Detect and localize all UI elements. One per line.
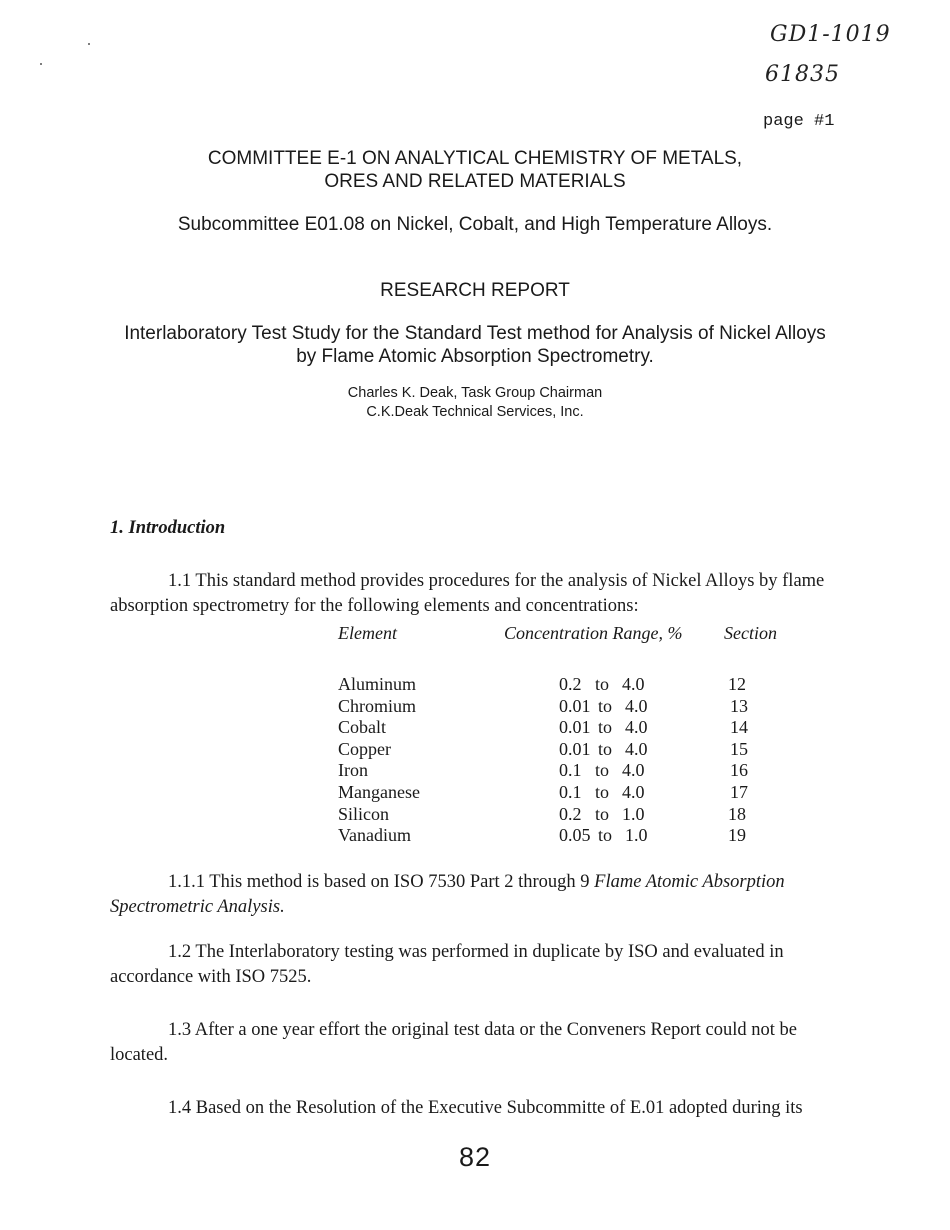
- element-cell: Manganese: [338, 781, 420, 802]
- range-high-cell: 4.0: [625, 738, 648, 759]
- section-cell: 14: [730, 717, 748, 738]
- table-row: [338, 804, 798, 826]
- handwritten-doc-code: GD1-1019: [770, 22, 891, 47]
- range-to: to: [595, 674, 610, 694]
- page-label: page #1: [763, 112, 835, 131]
- iso-publication-title: Flame Atomic Absorption Spectrometric Analysis.: [110, 872, 785, 917]
- section-cell: 18: [728, 803, 746, 824]
- section-heading: 1. Introduction: [110, 518, 226, 538]
- range-to: to: [598, 695, 613, 716]
- element-cell: Vanadium: [338, 825, 411, 846]
- title-line-1: Interlaboratory Test Study for the Standard Test method for Analysis of Nickel Alloys: [124, 323, 826, 344]
- range-to: to: [598, 717, 613, 738]
- range-high-cell: 1.0: [625, 825, 648, 846]
- handwritten-ref-number: 61835: [765, 62, 840, 87]
- element-cell: Aluminum: [338, 674, 417, 694]
- table-row: [338, 674, 798, 696]
- range-high-cell: 1.0: [622, 803, 645, 824]
- range-to: to: [595, 760, 610, 781]
- element-cell: Silicon: [338, 803, 390, 824]
- page-number: 82: [458, 1142, 492, 1172]
- column-header-element: Element: [338, 623, 397, 643]
- table-row: [338, 696, 798, 718]
- column-header-range: Concentration Range, %: [504, 623, 683, 643]
- element-cell: Iron: [338, 760, 368, 781]
- paragraph-1-1: 1.1 This standard method provides procedures for the analysis of Nickel Alloys by flame absorption spectrometry for the following elements and concentrations:: [110, 571, 825, 616]
- range-low-cell: 0.01: [559, 717, 591, 738]
- paragraph-1-3: 1.3 After a one year effort the original test data or the Conveners Report could not be located.: [110, 1020, 797, 1065]
- element-cell: Cobalt: [338, 717, 386, 738]
- table-row: [338, 739, 798, 761]
- section-cell: 13: [730, 695, 748, 716]
- range-low-cell: 0.05: [559, 825, 591, 846]
- paragraph-1-4: 1.4 Based on the Resolution of the Executive Subcommitte of E.01 adopted during its: [168, 1098, 803, 1118]
- scan-speck: [40, 63, 42, 65]
- report-type: RESEARCH REPORT: [380, 280, 570, 301]
- element-cell: Copper: [338, 738, 391, 759]
- author-line-2: C.K.Deak Technical Services, Inc.: [366, 404, 584, 420]
- range-low-cell: 0.1: [559, 760, 582, 781]
- column-header-section: Section: [724, 623, 777, 643]
- paragraph-1-1-1-text: 1.1.1 This method is based on ISO 7530 Part 2 through 9: [168, 872, 595, 892]
- range-high-cell: 4.0: [622, 674, 645, 694]
- range-high-cell: 4.0: [625, 717, 648, 738]
- committee-line-1: COMMITTEE E-1 ON ANALYTICAL CHEMISTRY OF METALS,: [207, 148, 743, 169]
- author-line-1: Charles K. Deak, Task Group Chairman: [347, 385, 603, 401]
- range-to: to: [598, 738, 613, 759]
- table-row: [338, 825, 798, 847]
- section-cell: 12: [728, 674, 746, 694]
- section-cell: 16: [730, 760, 748, 781]
- range-to: to: [598, 825, 613, 846]
- range-low-cell: 0.2: [559, 803, 582, 824]
- range-to: to: [595, 781, 610, 802]
- paragraph-1-2: 1.2 The Interlaboratory testing was performed in duplicate by ISO and evaluated in accordance with ISO 7525.: [110, 942, 784, 987]
- subcommittee-line: Subcommittee E01.08 on Nickel, Cobalt, and High Temperature Alloys.: [177, 214, 773, 235]
- scan-speck: [88, 43, 90, 45]
- range-high-cell: 4.0: [622, 760, 645, 781]
- range-high-cell: 4.0: [622, 781, 645, 802]
- range-low-cell: 0.1: [559, 781, 582, 802]
- table-row: [338, 782, 798, 804]
- range-high-cell: 4.0: [625, 695, 648, 716]
- section-cell: 15: [730, 738, 748, 759]
- section-cell: 19: [728, 825, 746, 846]
- table-row: [338, 760, 798, 782]
- range-low-cell: 0.01: [559, 695, 591, 716]
- element-cell: Chromium: [338, 695, 417, 716]
- range-to: to: [595, 803, 610, 824]
- table-row: [338, 717, 798, 739]
- section-cell: 17: [730, 781, 748, 802]
- element-table: [338, 674, 798, 847]
- paragraph-1-1-1: [110, 870, 840, 920]
- title-line-2: by Flame Atomic Absorption Spectrometry.: [296, 346, 654, 367]
- committee-line-2: ORES AND RELATED MATERIALS: [324, 171, 626, 192]
- range-low-cell: 0.2: [559, 674, 582, 694]
- range-low-cell: 0.01: [559, 738, 591, 759]
